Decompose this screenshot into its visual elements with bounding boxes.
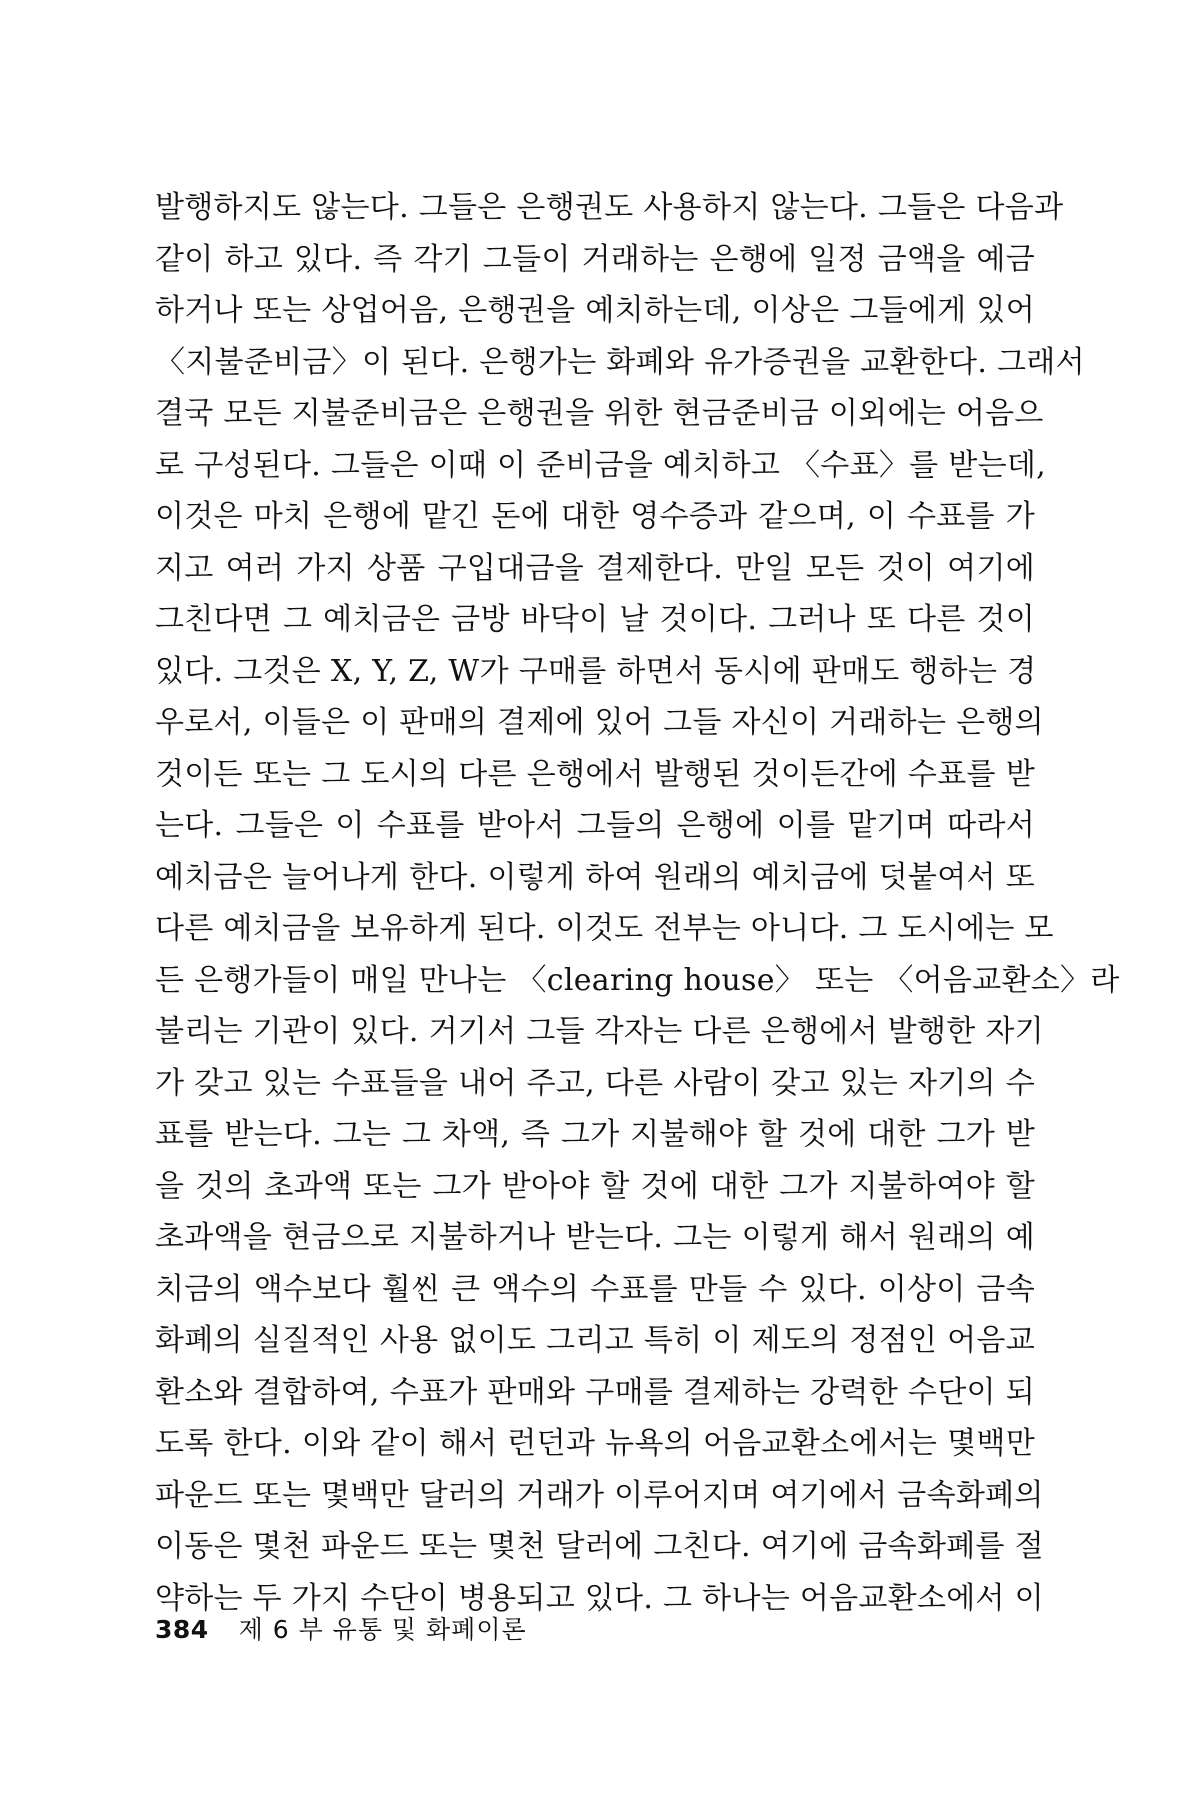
text-line-28: 약하는 두 가지 수단이 병용되고 있다. 그 하나는 어음교환소에서 이: [155, 1580, 1044, 1616]
page-footer: [155, 1610, 527, 1650]
text-line-10: 있다. 그것은 X, Y, Z, W가 구매를 하면서 동시에 판매도 행하는 경: [155, 653, 1037, 689]
text-line-24: 환소와 결합하여, 수표가 판매와 구매를 결제하는 강력한 수단이 되: [155, 1374, 1035, 1410]
text-line-1: 발행하지도 않는다. 그들은 은행권도 사용하지 않는다. 그들은 다음과: [155, 190, 1064, 225]
text-line-5: 결국 모든 지불준비금은 은행권을 위한 현금준비금 이외에는 어음으: [155, 396, 1044, 431]
text-line-14: 예치금은 늘어나게 한다. 이렇게 하여 원래의 예치금에 덧붙여서 또: [155, 859, 1035, 895]
text-line-8: 지고 여러 가지 상품 구입대금을 결제한다. 만일 모든 것이 여기에: [155, 550, 1035, 586]
text-line-13: 는다. 그들은 이 수표를 받아서 그들의 은행에 이를 맡기며 따라서: [155, 808, 1035, 843]
text-line-2: 같이 하고 있다. 즉 각기 그들이 거래하는 은행에 일정 금액을 예금: [155, 241, 1035, 277]
text-line-7: 이것은 마치 은행에 맡긴 돈에 대한 영수증과 같으며, 이 수표를 가: [155, 499, 1035, 534]
text-line-9: 그친다면 그 예치금은 금방 바닥이 날 것이다. 그러나 또 다른 것이: [155, 602, 1035, 637]
text-line-20: 을 것의 초과액 또는 그가 받아야 할 것에 대한 그가 지불하여야 할: [155, 1168, 1035, 1204]
text-line-11: 우로서, 이들은 이 판매의 결제에 있어 그들 자신이 거래하는 은행의: [155, 705, 1044, 740]
text-line-19: 표를 받는다. 그는 그 차액, 즉 그가 지불해야 할 것에 대한 그가 받: [155, 1117, 1035, 1152]
text-line-22: 치금의 액수보다 훨씬 큰 액수의 수표를 만들 수 있다. 이상이 금속: [155, 1271, 1035, 1307]
body-text: [155, 182, 1120, 1624]
text-line-15: 다른 예치금을 보유하게 된다. 이것도 전부는 아니다. 그 도시에는 모: [155, 911, 1054, 946]
text-line-17: 불리는 기관이 있다. 거기서 그들 각자는 다른 은행에서 발행한 자기: [155, 1014, 1044, 1049]
text-line-26: 파운드 또는 몇백만 달러의 거래가 이루어지며 여기에서 금속화폐의: [155, 1477, 1044, 1513]
running-head: 제 6 부 유통 및 화폐이론: [238, 1615, 527, 1644]
text-line-23: 화폐의 실질적인 사용 없이도 그리고 특히 이 제도의 정점인 어음교: [155, 1323, 1035, 1358]
text-line-16: 든 은행가들이 매일 만나는 〈clearing house〉 또는 〈어음교환소〉라: [155, 962, 1120, 998]
text-line-18: 가 갖고 있는 수표들을 내어 주고, 다른 사람이 갖고 있는 자기의 수: [155, 1065, 1035, 1101]
text-line-4: 〈지불준비금〉이 된다. 은행가는 화폐와 유가증권을 교환한다. 그래서: [155, 344, 1085, 380]
text-line-21: 초과액을 현금으로 지불하거나 받는다. 그는 이렇게 해서 원래의 예: [155, 1220, 1035, 1255]
text-line-6: 로 구성된다. 그들은 이때 이 준비금을 예치하고 〈수표〉를 받는데,: [155, 447, 1046, 483]
text-line-25: 도록 한다. 이와 같이 해서 런던과 뉴욕의 어음교환소에서는 몇백만: [155, 1426, 1035, 1461]
text-line-3: 하거나 또는 상업어음, 은행권을 예치하는데, 이상은 그들에게 있어: [155, 293, 1035, 328]
page-number: 384: [155, 1615, 209, 1644]
text-line-27: 이동은 몇천 파운드 또는 몇천 달러에 그친다. 여기에 금속화폐를 절: [155, 1529, 1044, 1564]
text-line-12: 것이든 또는 그 도시의 다른 은행에서 발행된 것이든간에 수표를 받: [155, 756, 1035, 792]
